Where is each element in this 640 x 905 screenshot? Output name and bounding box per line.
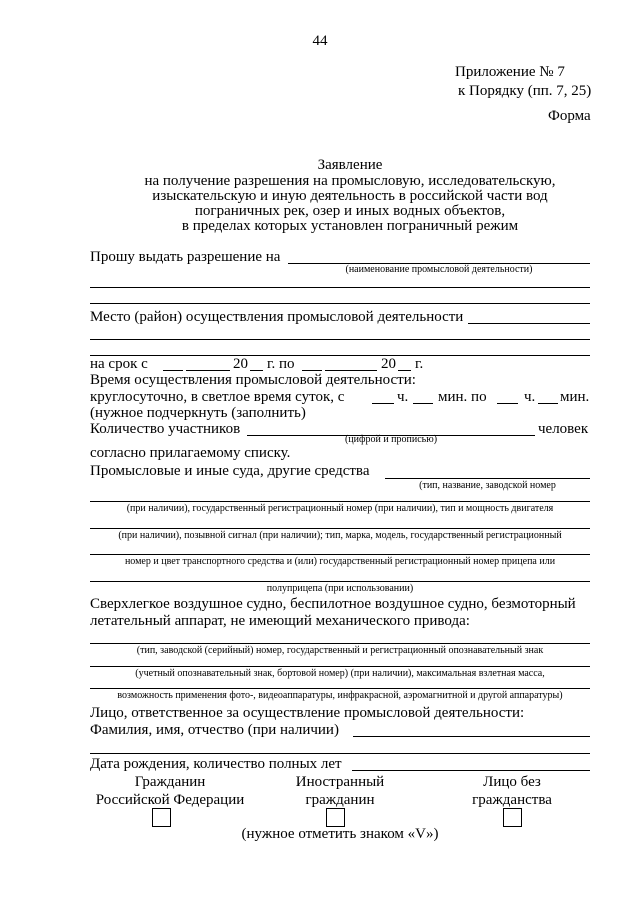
vessels-field-line[interactable]: [90, 554, 590, 555]
page-number: 44: [312, 33, 328, 49]
time-label: Время осуществления промысловой деятельности:: [90, 372, 416, 388]
citizenship-foreign-line2: гражданин: [305, 792, 375, 808]
term-end-month[interactable]: [325, 370, 377, 371]
time-to-minutes[interactable]: [538, 403, 558, 404]
citizenship-ru-checkbox[interactable]: [152, 808, 171, 827]
fio-label: Фамилия, имя, отчество (при наличии): [90, 722, 339, 738]
citizenship-foreign-line1: Иностранный: [295, 774, 385, 790]
term-prefix: на срок с: [90, 356, 148, 372]
hours-label: ч.: [397, 389, 409, 405]
vessels-caption: номер и цвет транспортного средства и (или) государственный регистрационный номер прицепа или: [124, 556, 556, 567]
hours-label: ч.: [524, 389, 536, 405]
birth-label: Дата рождения, количество полных лет: [90, 756, 342, 772]
citizenship-ru-line1: Гражданин: [134, 774, 206, 790]
aircraft-field-line[interactable]: [90, 688, 590, 689]
term-year-prefix: 20: [233, 356, 248, 372]
vessels-label: Промысловые и иные суда, другие средства: [90, 463, 370, 479]
term-g-end: г.: [415, 356, 424, 372]
activity-field-line[interactable]: [90, 287, 590, 288]
appendix-label: Приложение № 7: [455, 64, 565, 80]
title-line: изыскательскую и иную деятельность в российской части вод: [152, 188, 548, 204]
fio-field[interactable]: [353, 736, 590, 737]
citizenship-ru-line2: Российской Федерации: [95, 792, 245, 808]
vessels-field-line[interactable]: [90, 528, 590, 529]
aircraft-field-line[interactable]: [90, 643, 590, 644]
term-end-day[interactable]: [302, 370, 322, 371]
location-field-line[interactable]: [90, 339, 590, 340]
list-note: согласно прилагаемому списку.: [90, 445, 291, 461]
form-label: Форма: [548, 108, 591, 124]
aircraft-text: Сверхлегкое воздушное судно, беспилотное воздушное судно, безмоторный: [90, 596, 576, 612]
order-reference: к Порядку (пп. 7, 25): [458, 83, 592, 99]
location-label: Место (район) осуществления промысловой деятельности: [90, 309, 464, 325]
location-field-line[interactable]: [90, 355, 590, 356]
birth-field[interactable]: [352, 770, 590, 771]
aircraft-caption: возможность применения фото-, видеоаппаратуры, инфракрасной, аэромагнитной и другой аппаратуры): [117, 690, 563, 701]
term-year-prefix: 20: [381, 356, 396, 372]
vessels-caption: полуприцепа (при использовании): [266, 583, 414, 594]
term-start-day[interactable]: [163, 370, 183, 371]
term-g-po: г. по: [267, 356, 295, 372]
citizenship-foreign-checkbox[interactable]: [326, 808, 345, 827]
participants-caption: (цифрой и прописью): [344, 434, 438, 445]
aircraft-caption: (тип, заводской (серийный) номер, государственный и регистрационный опознавательный знак: [136, 645, 544, 656]
vessels-field-line[interactable]: [90, 581, 590, 582]
title-line: пограничных рек, озер и иных водных объектов,: [194, 203, 506, 219]
vessels-caption: (тип, название, заводской номер: [419, 480, 556, 491]
title-line: на получение разрешения на промысловую, исследовательскую,: [144, 173, 556, 189]
aircraft-text: летательный аппарат, не имеющий механического привода:: [90, 613, 470, 629]
participants-unit: человек: [538, 421, 589, 437]
minutes-po-label: мин. по: [438, 389, 487, 405]
vessels-caption: (при наличии), позывной сигнал (при наличии); тип, марка, модель, государственный регистрационный: [118, 530, 562, 541]
time-from-hours[interactable]: [372, 403, 394, 404]
term-start-year[interactable]: [250, 370, 263, 371]
activity-field-line[interactable]: [90, 303, 590, 304]
term-end-year[interactable]: [398, 370, 411, 371]
location-field[interactable]: [468, 323, 590, 324]
document-title: Заявление: [317, 157, 383, 173]
mark-note: (нужное отметить знаком «V»): [241, 826, 439, 842]
underline-note: (нужное подчеркнуть (заполнить): [90, 405, 306, 421]
time-from-minutes[interactable]: [413, 403, 433, 404]
minutes-label: мин.: [560, 389, 590, 405]
citizenship-stateless-checkbox[interactable]: [503, 808, 522, 827]
vessels-field[interactable]: [385, 478, 590, 479]
aircraft-caption: (учетный опознавательный знак, бортовой номер) (при наличии), максимальная взлетная масса,: [135, 668, 545, 679]
term-start-month[interactable]: [186, 370, 230, 371]
participants-label: Количество участников: [90, 421, 241, 437]
request-label: Прошу выдать разрешение на: [90, 249, 281, 265]
aircraft-field-line[interactable]: [90, 666, 590, 667]
activity-caption: (наименование промысловой деятельности): [345, 264, 533, 275]
citizenship-stateless-line2: гражданства: [472, 792, 552, 808]
time-to-hours[interactable]: [497, 403, 518, 404]
citizenship-stateless-line1: Лицо без: [483, 774, 541, 790]
title-line: в пределах которых установлен пограничный режим: [181, 218, 519, 234]
responsible-label: Лицо, ответственное за осуществление промысловой деятельности:: [90, 705, 525, 721]
round-the-clock-text: круглосуточно, в светлое время суток, с: [90, 389, 345, 405]
vessels-field-line[interactable]: [90, 501, 590, 502]
vessels-caption: (при наличии), государственный регистрационный номер (при наличии), тип и мощность двигателя: [126, 503, 554, 514]
fio-field-line[interactable]: [90, 753, 590, 754]
